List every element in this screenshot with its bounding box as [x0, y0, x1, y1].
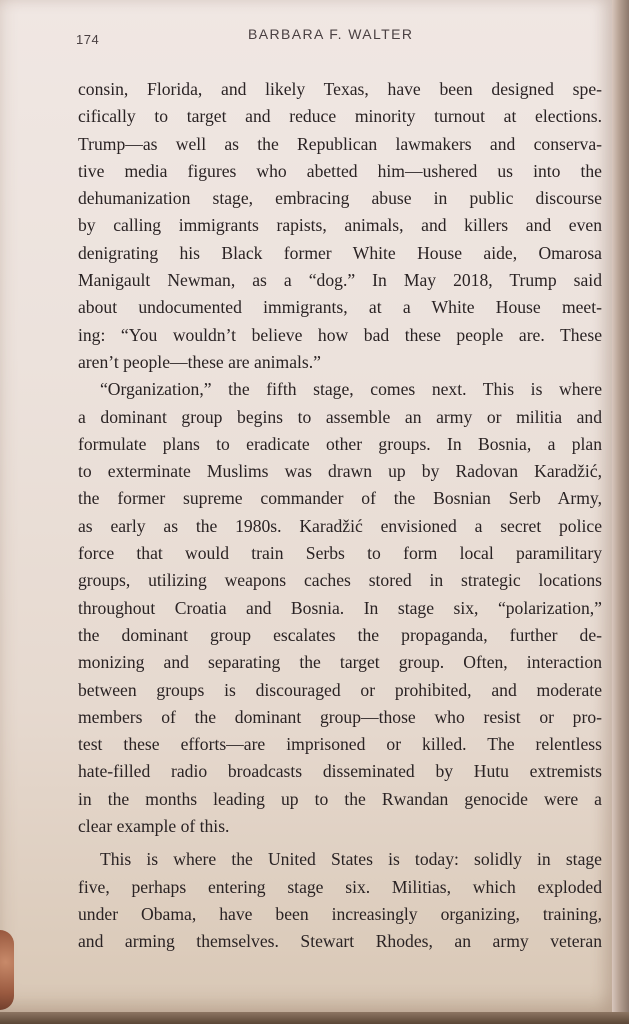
running-head — [76, 26, 596, 48]
text-line: clear example of this. — [78, 816, 230, 837]
text-line: throughout Croatia and Bosnia. In stage six, “polarization,” — [78, 597, 602, 618]
text-line: the dominant group escalates the propaganda, further de- — [78, 624, 602, 645]
text-line: dehumanization stage, embracing abuse in public discourse — [78, 188, 602, 209]
text-line: denigrating his Black former White House aide, Omarosa — [78, 242, 602, 263]
paragraph-3 — [78, 846, 602, 955]
running-head-author: BARBARA F. WALTER — [248, 26, 414, 42]
text-line: between groups is discouraged or prohibited, and moderate — [78, 679, 602, 700]
paragraph-1 — [78, 76, 602, 376]
text-line: hate-filled radio broadcasts disseminated by Hutu extremists — [78, 761, 602, 782]
text-line: to exterminate Muslims was drawn up by Radovan Karadžić, — [78, 461, 602, 482]
text-line: consin, Florida, and likely Texas, have been designed spe- — [78, 79, 602, 99]
page-number: 174 — [76, 32, 100, 47]
text-line: force that would train Serbs to form local paramilitary — [78, 543, 602, 564]
text-line: test these efforts—are imprisoned or killed. The relentless — [78, 734, 602, 755]
text-line: ing: “You wouldn’t believe how bad these people are. These — [78, 324, 602, 345]
text-line: Trump—as well as the Republican lawmakers and conserva- — [78, 133, 602, 154]
text-line: five, perhaps entering stage six. Militias, which exploded — [78, 876, 602, 897]
text-line: under Obama, have been increasingly organizing, training, — [78, 903, 602, 924]
text-line: “Organization,” the fifth stage, comes next. This is where — [100, 379, 602, 400]
text-line: by calling immigrants rapists, animals, and killers and even — [78, 215, 602, 236]
text-line: as early as the 1980s. Karadžić envisioned a secret police — [78, 515, 602, 536]
book-bottom-edge — [0, 1012, 629, 1024]
text-line: This is where the United States is today: solidly in stage — [100, 849, 602, 870]
text-line: and arming themselves. Stewart Rhodes, an army veteran — [78, 931, 602, 952]
text-line: tive media figures who abetted him—ushered us into the — [78, 160, 602, 181]
page-edge — [612, 0, 629, 1024]
text-line: the former supreme commander of the Bosnian Serb Army, — [78, 488, 602, 509]
body-text — [78, 76, 602, 956]
text-line: about undocumented immigrants, at a White House meet- — [78, 297, 602, 318]
text-line: Manigault Newman, as a “dog.” In May 2018, Trump said — [78, 270, 602, 291]
text-line: a dominant group begins to assemble an army or militia and — [78, 406, 602, 427]
thumb — [0, 930, 14, 1010]
text-line: in the months leading up to the Rwandan genocide were a — [78, 788, 602, 809]
text-line: monizing and separating the target group. Often, interaction — [78, 652, 602, 673]
text-line: formulate plans to eradicate other groups. In Bosnia, a plan — [78, 433, 602, 454]
text-line: members of the dominant group—those who resist or pro- — [78, 706, 602, 727]
text-line: cifically to target and reduce minority turnout at elections. — [78, 106, 602, 127]
paragraph-2 — [78, 376, 602, 840]
text-line: aren’t people—these are animals.” — [78, 351, 321, 372]
text-line: groups, utilizing weapons caches stored in strategic locations — [78, 570, 602, 591]
